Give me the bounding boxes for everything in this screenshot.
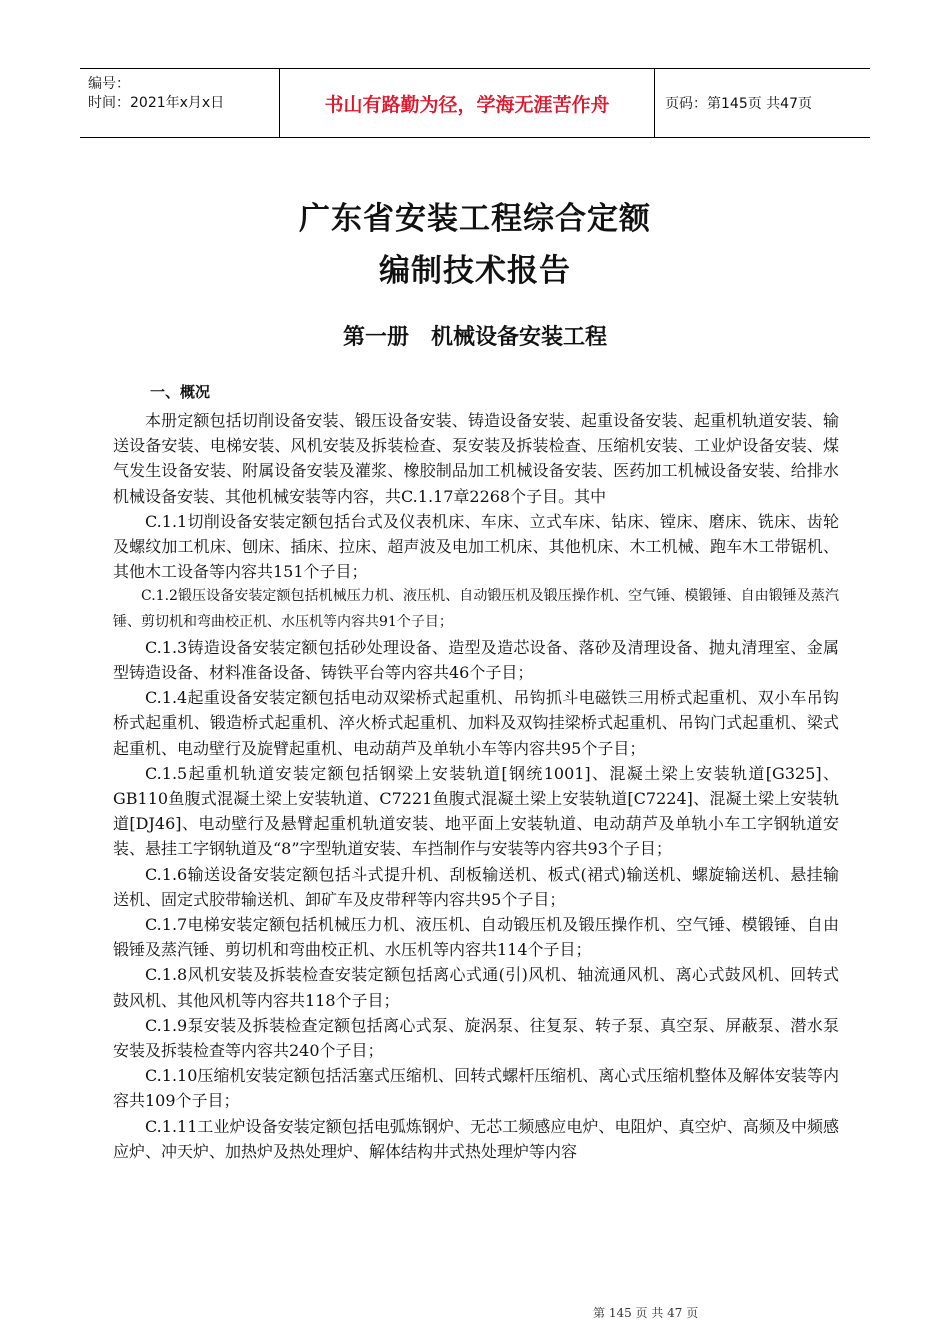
document-title-line1: 广东省安装工程综合定额 (299, 201, 651, 237)
paragraph: C.1.3铸造设备安装定额包括砂处理设备、造型及造芯设备、落砂及清理设备、抛丸清理室、金属型铸造设备、材料准备设备、铸铁平台等内容共46个子目； (113, 637, 839, 683)
body-text (113, 408, 839, 1164)
paragraph: C.1.10压缩机安装定额包括活塞式压缩机、回转式螺杆压缩机、离心式压缩机整体及解体安装等内容共109个子目； (113, 1066, 839, 1111)
page-header (80, 68, 870, 138)
paragraph: C.1.6输送设备安装定额包括斗式提升机、刮板输送机、板式(裙式)输送机、螺旋输送机、悬挂输送机、固定式胶带输送机、卸矿车及皮带秤等内容共95个子目； (113, 864, 839, 909)
paragraph: C.1.1切削设备安装定额包括台式及仪表机床、车床、立式车床、钻床、镗床、磨床、铣床、齿轮及螺纹加工机床、刨床、插床、拉床、超声波及电加工机床、其他机床、木工机械、跑车木工带锯机、其他木工设备等内容共151个子目； (113, 511, 839, 582)
header-page-info: 页码：第145页 共47页 (665, 96, 812, 112)
header-motto: 书山有路勤为径，学海无涯苦作舟 (280, 69, 655, 137)
time-label: 时间：2021年x月x日 (88, 95, 225, 111)
volume-subtitle: 第一册 机械设备安装工程 (342, 325, 607, 350)
paragraph: C.1.9泵安装及拆装检查定额包括离心式泵、旋涡泵、往复泵、转子泵、真空泵、屏蔽泵、潜水泵安装及拆装检查等内容共240个子目； (113, 1015, 839, 1061)
number-label: 编号： (88, 76, 130, 92)
page-footer: 第 145 页 共 47 页 (593, 1306, 699, 1320)
section-heading: 一、概况 (150, 383, 211, 401)
paragraph: C.1.4起重设备安装定额包括电动双梁桥式起重机、吊钩抓斗电磁铁三用桥式起重机、双小车吊钩桥式起重机、锻造桥式起重机、淬火桥式起重机、加料及双钩挂梁桥式起重机、吊钩门式起重机、梁式起重机、电动壁行及旋臂起重机、电动葫芦及单轨小车等内容共95个子目； (113, 688, 839, 758)
paragraph: C.1.2锻压设备安装定额包括机械压力机、液压机、自动锻压机及锻压操作机、空气锤、模锻锤、自由锻锤及蒸汽锤、剪切机和弯曲校正机、水压机等内容共91个子目； (113, 588, 839, 630)
paragraph: C.1.11工业炉设备安装定额包括电弧炼钢炉、无芯工频感应电炉、电阻炉、真空炉、高频及中频感应炉、冲天炉、加热炉及热处理炉、解体结构井式热处理炉等内容 (113, 1116, 839, 1161)
paragraph: C.1.8风机安装及拆装检查安装定额包括离心式通(引)风机、轴流通风机、离心式鼓风机、回转式鼓风机、其他风机等内容共118个子目； (113, 965, 839, 1010)
paragraph: C.1.7电梯安装定额包括机械压力机、液压机、自动锻压机及锻压操作机、空气锤、模锻锤、自由锻锤及蒸汽锤、剪切机和弯曲校正机、水压机等内容共114个子目； (113, 915, 839, 960)
header-meta (80, 69, 280, 137)
document-title-line2: 编制技术报告 (379, 253, 571, 289)
paragraph: C.1.5起重机轨道安装定额包括钢梁上安装轨道[钢统1001]、混凝土梁上安装轨道[G325]、GB110鱼腹式混凝土梁上安装轨道、C7221鱼腹式混凝土梁上安装轨道[C7224]、混凝土梁上安装轨道[DJ46]、电动壁行及悬臂起重机轨道安装、地平面上安装轨道、电动葫芦及单轨小车工字钢轨道安装、悬挂工字钢轨道及“8”字型轨道安装、车挡制作与安装等内容共93个子目； (113, 763, 839, 859)
paragraph: 本册定额包括切削设备安装、锻压设备安装、铸造设备安装、起重设备安装、起重机轨道安装、输送设备安装、电梯安装、风机安装及拆装检查、泵安装及拆装检查、压缩机安装、工业炉设备安装、煤气发生设备安装、附属设备安装及灌浆、橡胶制品加工机械设备安装、医药加工机械设备安装、给排水机械设备安装、其他机械安装等内容，共C.1.17章2268个子目。其中 (113, 411, 839, 506)
